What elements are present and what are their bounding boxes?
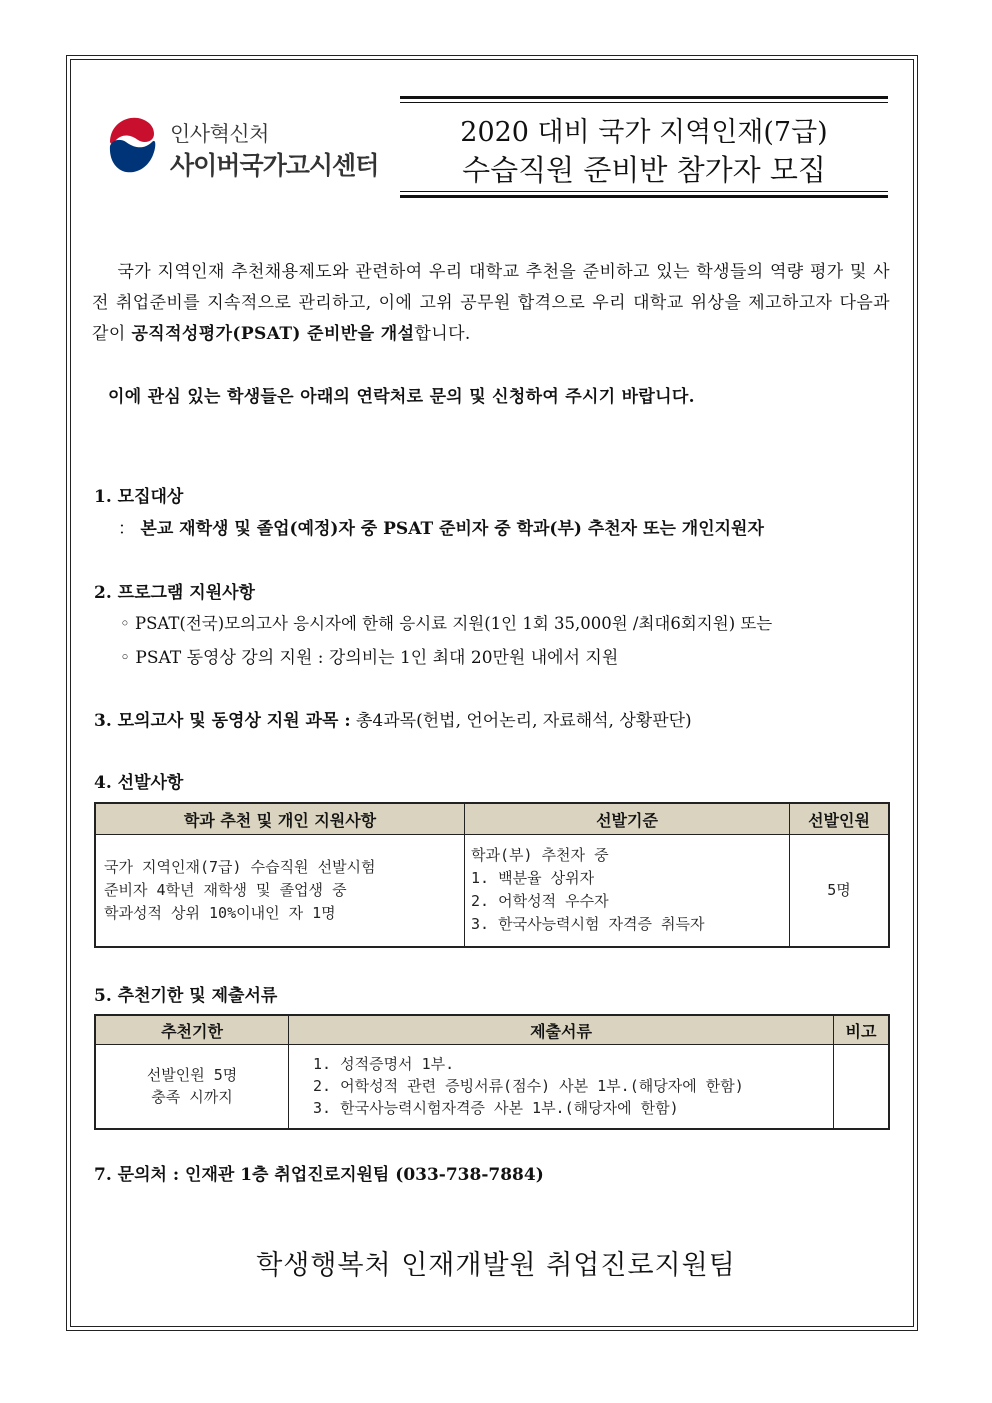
table-header: 추천기한: [95, 1015, 289, 1045]
contact-line: 7. 문의처 : 인재관 1층 취업진로지원팀 (033-738-7884): [94, 1165, 544, 1185]
section2-item: ◦ PSAT 동영상 강의 지원 : 강의비는 1인 최대 20만원 내에서 지원: [120, 648, 619, 668]
table-cell: [834, 1045, 890, 1129]
section1-body: ： 본교 재학생 및 졸업(예정)자 중 PSAT 준비자 중 학과(부) 추천자 또는 개인지원자: [118, 519, 764, 539]
section3-line: 3. 모의고사 및 동영상 지원 과목 : 총4과목(헌법, 언어논리, 자료해석, 상황판단): [94, 711, 692, 731]
table-cell: 5명: [790, 835, 890, 947]
table-header: 선발인원: [790, 803, 890, 835]
section4-heading: 4. 선발사항: [94, 773, 184, 793]
section5-heading: 5. 추천기한 및 제출서류: [94, 986, 278, 1006]
title-line1: 2020 대비 국가 지역인재(7급): [460, 117, 828, 148]
documents-table: [94, 1014, 890, 1130]
intro-highlight: 공직적성평가(PSAT) 준비반을 개설: [131, 324, 415, 344]
logo: [104, 112, 384, 182]
intro-notice: 이에 관심 있는 학생들은 아래의 연락처로 문의 및 신청하여 주시기 바랍니다.: [108, 387, 695, 407]
selection-table: [94, 802, 890, 948]
taegeuk-logo-icon: [104, 112, 160, 178]
section2-heading: 2. 프로그램 지원사항: [94, 583, 255, 603]
logo-org-name: 인사혁신처: [170, 122, 269, 146]
title-box: [400, 96, 888, 198]
table-header: 선발기준: [465, 803, 790, 835]
section2-item: ◦ PSAT(전국)모의고사 응시자에 한해 응시료 지원(1인 1회 35,000원 /최대6회지원) 또는: [120, 614, 773, 633]
table-cell: 국가 지역인재(7급) 수습직원 선발시험 준비자 4학년 재학생 및 졸업생 중 학과성적 상위 10%이내인 자 1명: [95, 835, 465, 947]
logo-center-name: 사이버국가고시센터: [170, 151, 379, 180]
table-header: 학과 추천 및 개인 지원사항: [95, 803, 465, 835]
footer-org: 학생행복처 인재개발원 취업진로지원팀: [256, 1250, 736, 1281]
title-line2: 수습직원 준비반 참가자 모집: [462, 153, 826, 187]
table-cell: 1. 성적증명서 1부. 2. 어학성적 관련 증빙서류(점수) 사본 1부.(해당자에 한함) 3. 한국사능력시험자격증 사본 1부.(해당자에 한함): [289, 1045, 834, 1129]
table-cell: 학과(부) 추천자 중 1. 백분율 상위자 2. 어학성적 우수자 3. 한국사능력시험 자격증 취득자: [465, 835, 790, 947]
table-cell: 선발인원 5명 충족 시까지: [95, 1045, 289, 1129]
page-border: [66, 55, 918, 1331]
table-header: 제출서류: [289, 1015, 834, 1045]
section1-heading: 1. 모집대상: [94, 487, 184, 507]
table-header: 비고: [834, 1015, 890, 1045]
intro-paragraph: 국가 지역인재 추천채용제도와 관련하여 우리 대학교 추천을 준비하고 있는 학생들의 역량 평가 및 사전 취업준비를 지속적으로 관리하고, 이에 고위 공무원 합격으로 우리 대학교 위상을 제고하고자 다음과 같이 공직적성평가(PSAT) 준비반을 개설합니다.: [92, 262, 890, 344]
